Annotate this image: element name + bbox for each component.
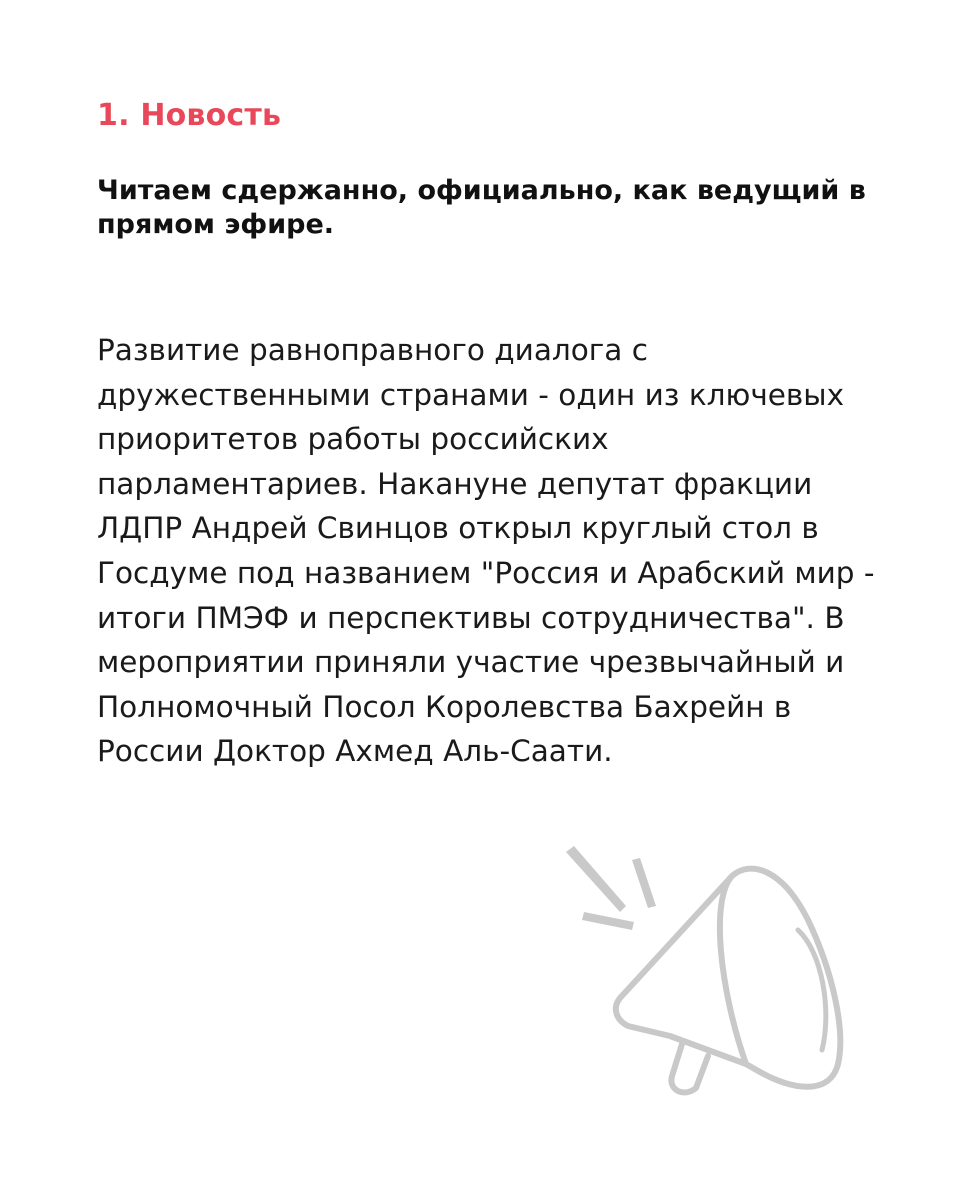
megaphone-rim	[720, 876, 746, 1064]
section-heading: 1. Новость	[97, 98, 282, 133]
burst-line-top	[566, 846, 626, 912]
megaphone-icon	[560, 840, 870, 1110]
burst-line-middle	[632, 858, 656, 908]
news-body-text: Развитие равноправного диалога с дружественными странами - один из ключевых приоритетов работы российских парламентариев. Накануне депутат фракции ЛДПР Андрей Свинцов открыл круглый стол в Госдуме под названием "Россия и Арабский мир - итоги ПМЭФ и перспективы сотрудничества". В мероприятии приняли участие чрезвычайный и Полномочный Посол Королевства Бахрейн в России Доктор Ахмед Аль-Саати.	[97, 333, 875, 769]
reading-instruction: Читаем сдержанно, официально, как ведущий в прямом эфире.	[97, 175, 866, 240]
megaphone-handle	[671, 1044, 708, 1092]
burst-line-bottom	[582, 912, 634, 930]
